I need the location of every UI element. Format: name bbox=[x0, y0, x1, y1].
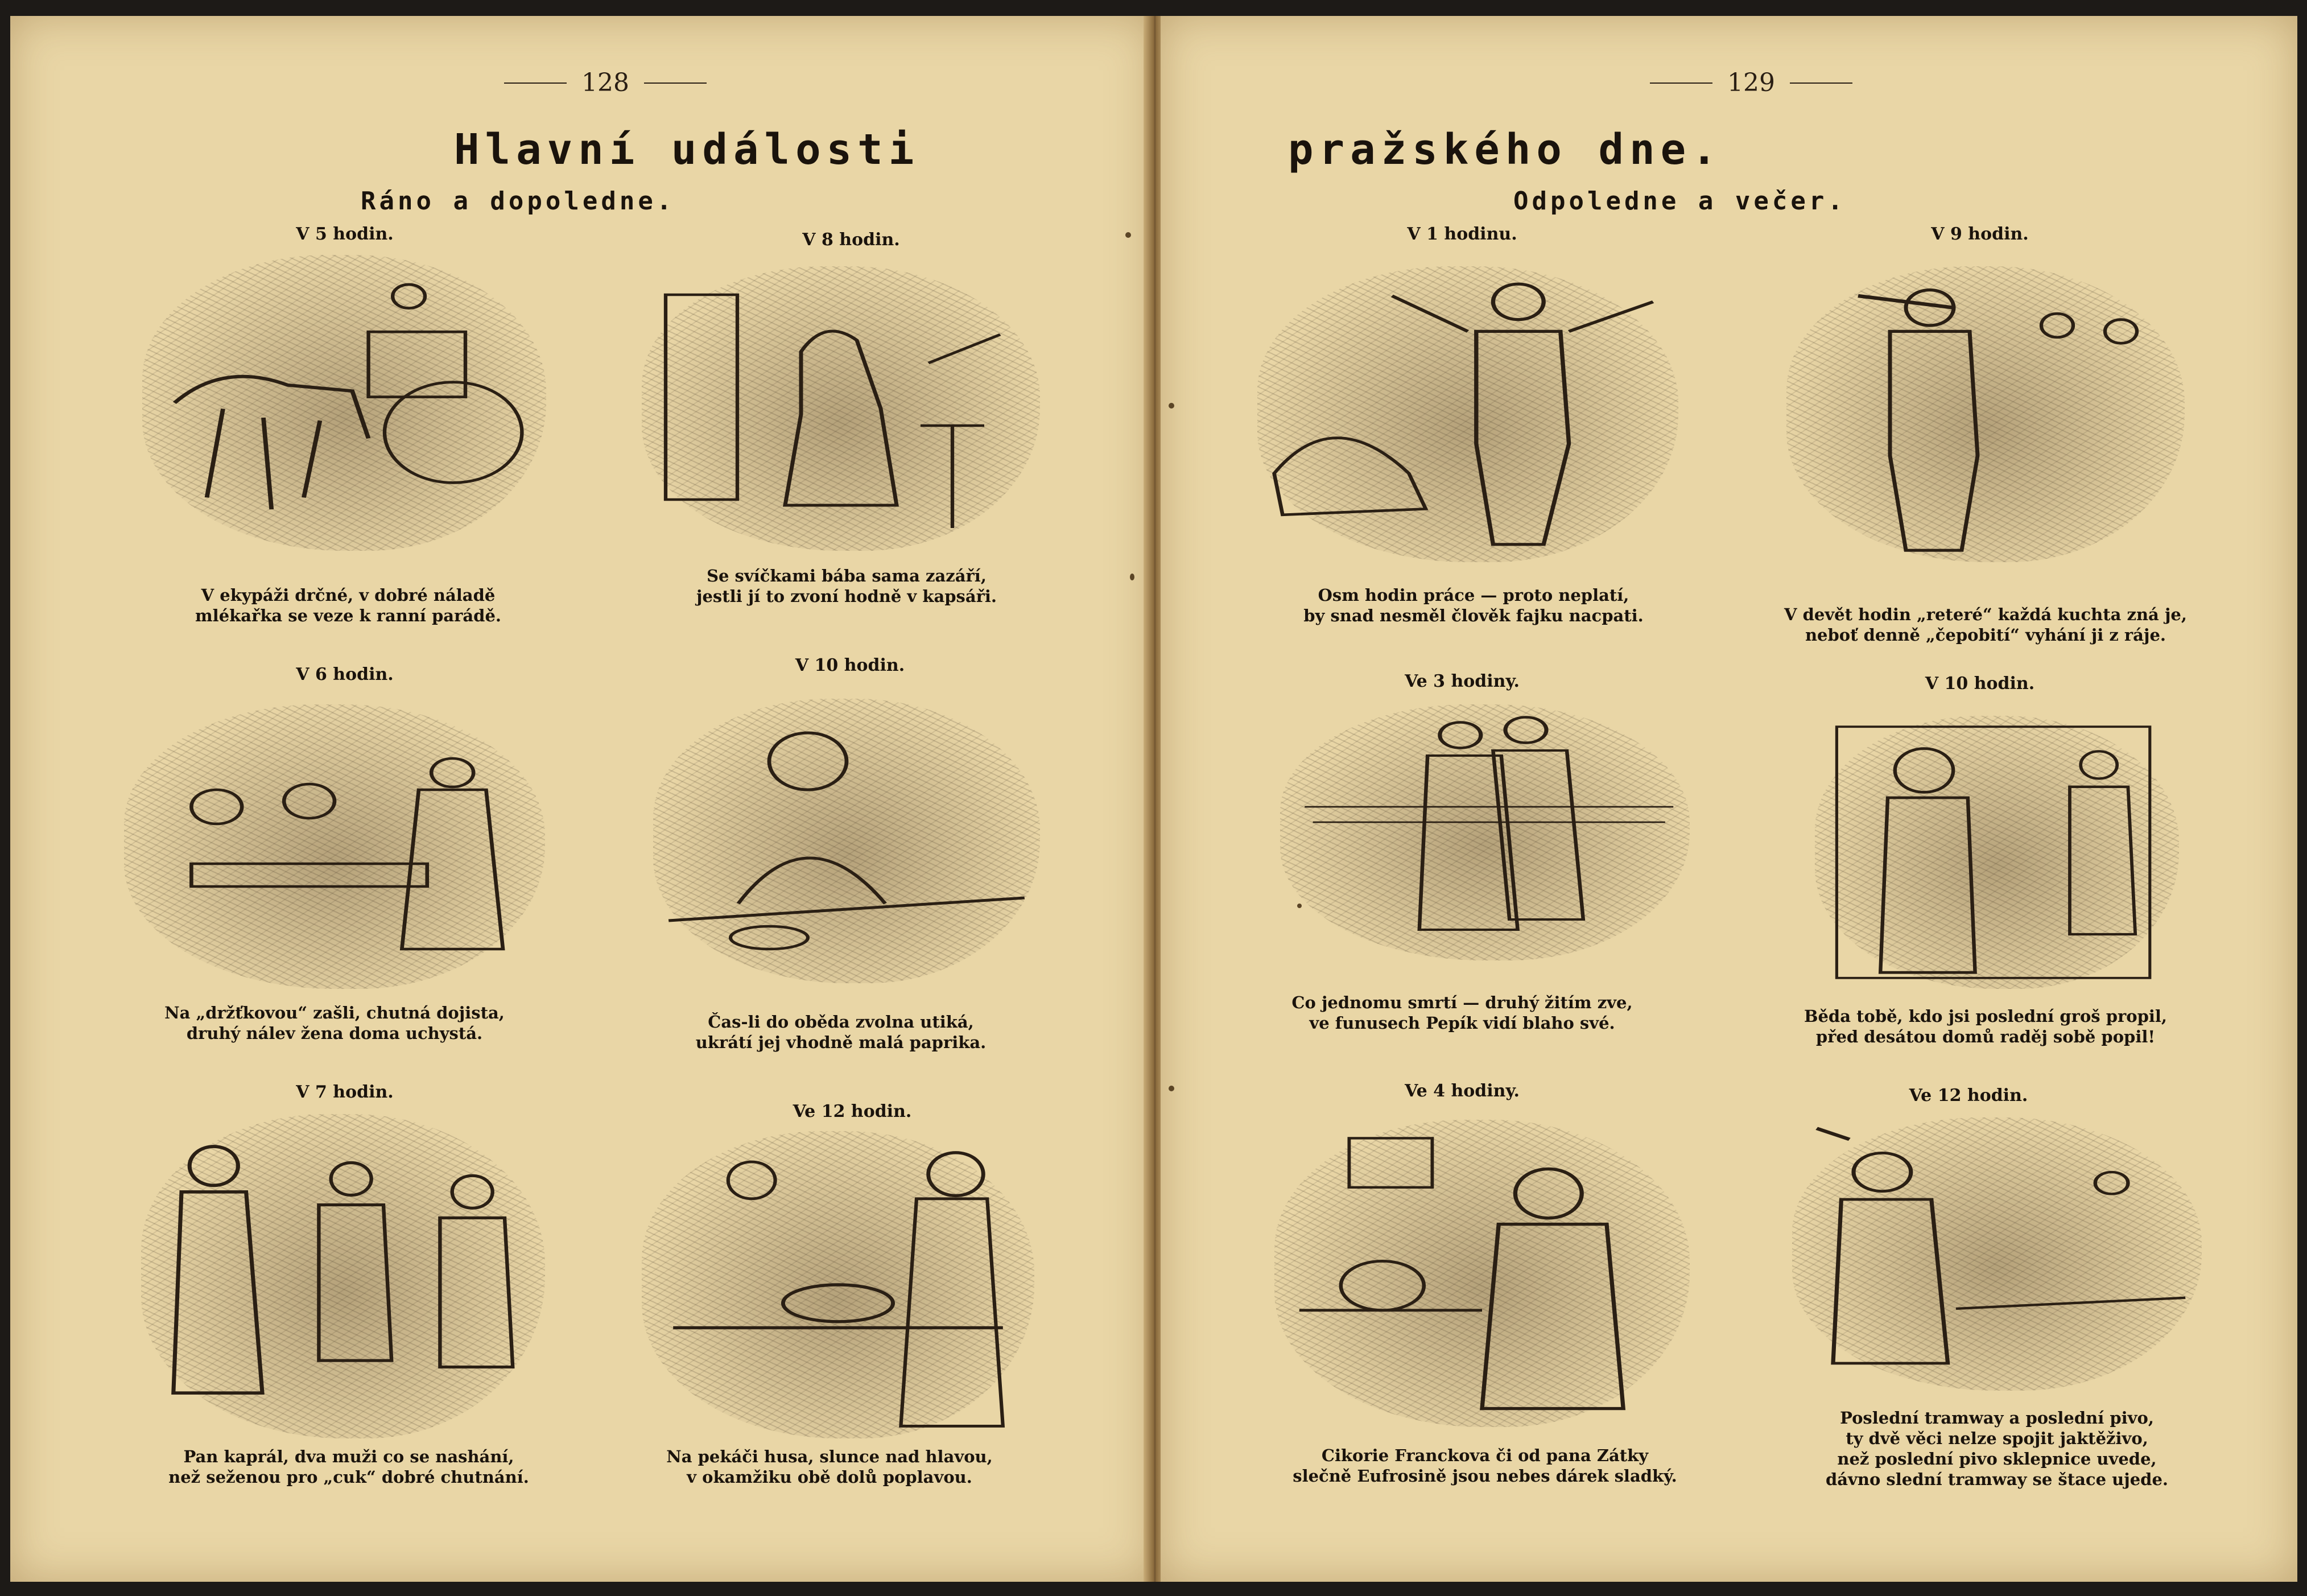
panel-hour: Ve 3 hodiny. bbox=[1405, 671, 1520, 691]
paper-speck bbox=[1169, 403, 1174, 409]
paper-speck bbox=[1125, 232, 1131, 238]
panel-hour: V 5 hodin. bbox=[296, 224, 394, 244]
illustration-milk-cart bbox=[142, 255, 546, 551]
right-page bbox=[1161, 16, 2297, 1582]
illustration-family-goose-dinner bbox=[642, 1131, 1034, 1438]
panel-hour: V 1 hodinu. bbox=[1407, 224, 1517, 244]
illustration-funeral-procession bbox=[1280, 704, 1690, 960]
panel-caption: V ekypáži drčné, v dobré náladě mlékařka se veze k ranní parádě. bbox=[195, 585, 501, 625]
illustration-corporal-and-men bbox=[141, 1114, 545, 1438]
page-number: 129 bbox=[1727, 68, 1775, 97]
illustration-man-eating-paprika bbox=[653, 699, 1040, 983]
panel-hour: Ve 4 hodiny. bbox=[1405, 1081, 1520, 1101]
rule bbox=[1650, 83, 1712, 84]
panel-caption: Co jednomu smrtí — druhý žitím zve, ve funusech Pepík vidí blaho své. bbox=[1291, 993, 1633, 1033]
panel-hour: Ve 12 hodin. bbox=[793, 1102, 912, 1121]
panel-caption: Běda tobě, kdo jsi poslední groš propil, před desátou domů raděj sobě popil! bbox=[1803, 1007, 2168, 1046]
illustration-bugler-soldiers bbox=[1786, 266, 2185, 562]
page-number: 128 bbox=[581, 68, 629, 97]
rule bbox=[644, 83, 707, 84]
paper-speck bbox=[1130, 574, 1134, 580]
section-heading-morning: Ráno a dopoledne. bbox=[361, 187, 675, 216]
illustration-tripe-soup-inn bbox=[124, 704, 545, 989]
panel-caption: Poslední tramway a poslední pivo, ty dvě věci nelze spojit jaktěživo, než poslední pivo sklepnice uvede, dávno slední tramway se štace ujede. bbox=[1825, 1408, 2168, 1489]
left-page bbox=[10, 16, 1153, 1582]
panel-hour: V 8 hodin. bbox=[802, 230, 900, 250]
illustration-woman-candles bbox=[642, 266, 1040, 551]
rule bbox=[504, 83, 567, 84]
panel-caption: Na pekáči husa, slunce nad hlavou, v okamžiku obě dolů poplavou. bbox=[666, 1447, 993, 1487]
panel-hour: V 10 hodin. bbox=[1925, 674, 2035, 694]
paper-speck bbox=[1169, 1086, 1174, 1091]
panel-hour: V 7 hodin. bbox=[296, 1082, 394, 1102]
page-number-left bbox=[504, 68, 707, 97]
panel-caption: Osm hodin práce — proto neplatí, by snad nesměl člověk fajku nacpati. bbox=[1303, 585, 1644, 625]
illustration-locked-door-drinker bbox=[1815, 716, 2179, 989]
section-heading-afternoon: Odpoledne a večer. bbox=[1513, 187, 1846, 216]
panel-caption: Cikorie Franckova či od pana Zátky slečně Eufrosině jsou nebes dárek sladký. bbox=[1293, 1446, 1677, 1486]
illustration-worker-stretching bbox=[1257, 266, 1678, 562]
panel-caption: Na „držťkovou“ zašli, chutná dojista, druhý nálev žena doma uchystá. bbox=[164, 1003, 505, 1043]
panel-caption: Se svíčkami bába sama zazáří, jestli jí to zvoní hodně v kapsáři. bbox=[696, 566, 997, 606]
panel-hour: V 9 hodin. bbox=[1931, 224, 2029, 244]
panel-caption: Pan kaprál, dva muži co se nashání, než seženou pro „cuk“ dobré chutnání. bbox=[168, 1447, 529, 1487]
illustration-lady-with-coffee-and-cat bbox=[1274, 1120, 1690, 1427]
panel-hour: Ve 12 hodin. bbox=[1909, 1086, 2028, 1106]
panel-hour: V 6 hodin. bbox=[296, 665, 394, 684]
spread-title-part-2: pražského dne. bbox=[1288, 125, 1723, 174]
rule bbox=[1790, 83, 1852, 84]
panel-caption: V devět hodin „reteré“ každá kuchta zná je, neboť denně „čepobití“ vyhání ji z ráje. bbox=[1784, 605, 2187, 645]
panel-caption: Čas-li do oběda zvolna utiká, ukrátí jej vhodně malá paprika. bbox=[695, 1012, 987, 1052]
illustration-man-drinking-beer bbox=[1792, 1117, 2202, 1391]
spread-title-part-1: Hlavní události bbox=[454, 125, 920, 174]
paper-speck bbox=[1297, 904, 1302, 908]
panel-hour: V 10 hodin. bbox=[795, 655, 905, 675]
page-number-right bbox=[1650, 68, 1852, 97]
